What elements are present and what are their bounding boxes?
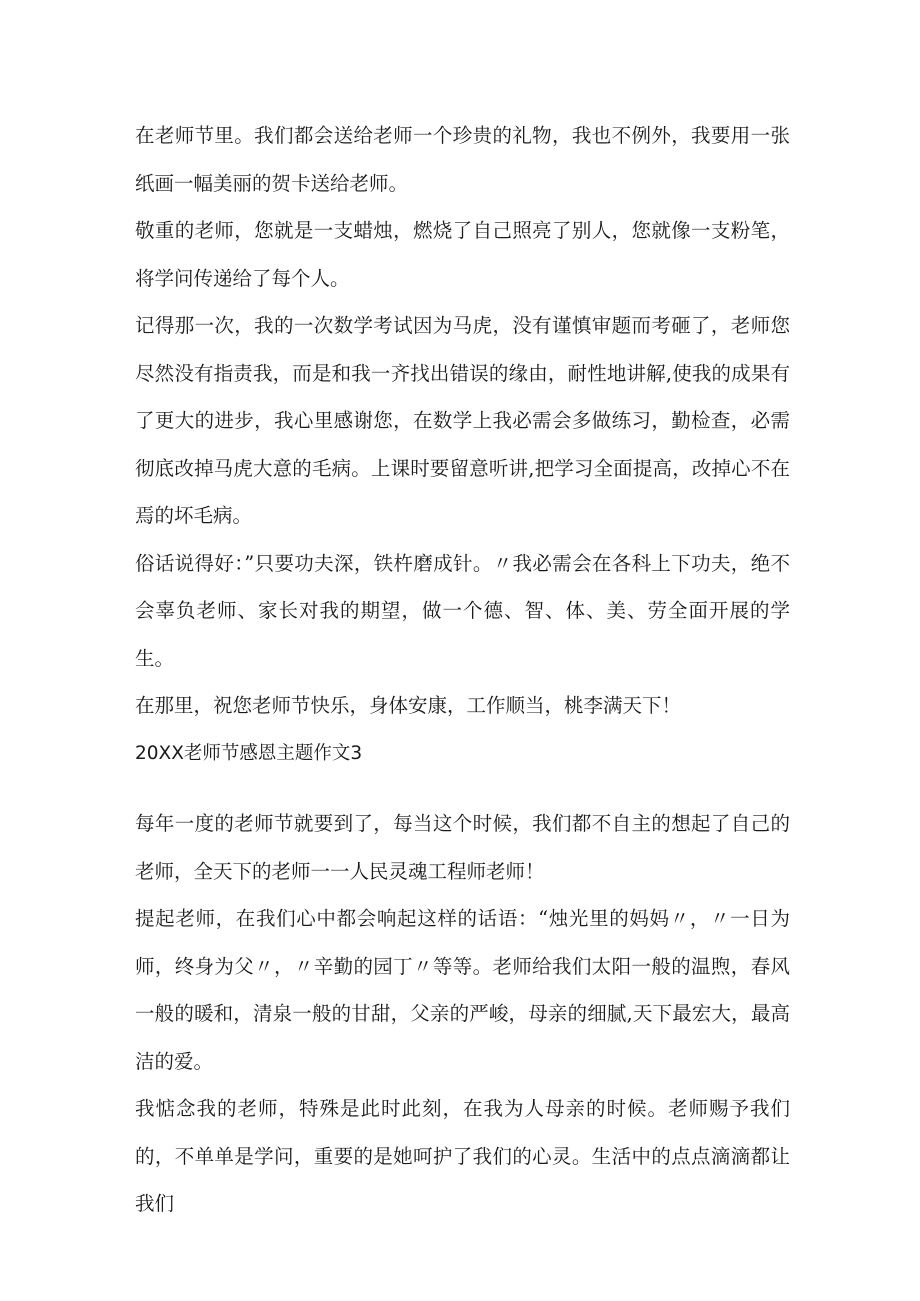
paragraph-candle: 敬重的老师，您就是一支蜡烛，燃烧了自己照亮了别人，您就像一支粉笔，将学问传递给了每个人。 (135, 219, 790, 290)
document-body (135, 112, 790, 1228)
paragraph-blessing: 在那里，祝您老师节快乐，身体安康，工作顺当，桃李满天下！ (135, 694, 682, 717)
paragraph-proverb: 俗话说得好：”只要功夫深，铁杵磨成针。〃我必需会在各科上下功夫，绝不会辜负老师、家长对我的期望，做一个德、智、体、美、劳全面开展的学生。 (135, 551, 790, 670)
paragraph-sayings: 提起老师，在我们心中都会响起这样的话语：“烛光里的妈妈〃，〃一日为师，终身为父〃，〃辛勤的园丁〃等等。老师给我们太阳一般的温煦，春风一般的暖和，清泉一般的甘甜，父亲的严峻，母亲的细腻,天下最宏大，最高洁的爱。 (135, 907, 790, 1073)
essay-heading: 20XX老师节感恩主题作文3 (135, 742, 363, 764)
paragraph-miss-teacher: 我惦念我的老师，特殊是此时此刻，在我为人母亲的时候。老师赐予我们的，不单单是学问，重要的是她呵护了我们的心灵。生活中的点点滴滴都让我们 (135, 1097, 790, 1215)
paragraph-teachers-day: 每年一度的老师节就要到了，每当这个时候，我们都不自主的想起了自己的老师，全天下的老师一一人民灵魂工程师老师！ (135, 812, 790, 883)
paragraph-gift: 在老师节里。我们都会送给老师一个珍贵的礼物，我也不例外，我要用一张纸画一幅美丽的贺卡送给老师。 (135, 124, 790, 195)
paragraph-math-exam: 记得那一次，我的一次数学考试因为马虎，没有谨慎审题而考砸了，老师您尽然没有指责我，而是和我一齐找出错误的缘由，耐性地讲解,使我的成果有了更大的进步，我心里感谢您，在数学上我必需会多做练习，勤检查，必需彻底改掉马虎大意的毛病。上课时要留意听讲,把学习全面提高，改掉心不在焉的坏毛病。 (135, 314, 790, 527)
